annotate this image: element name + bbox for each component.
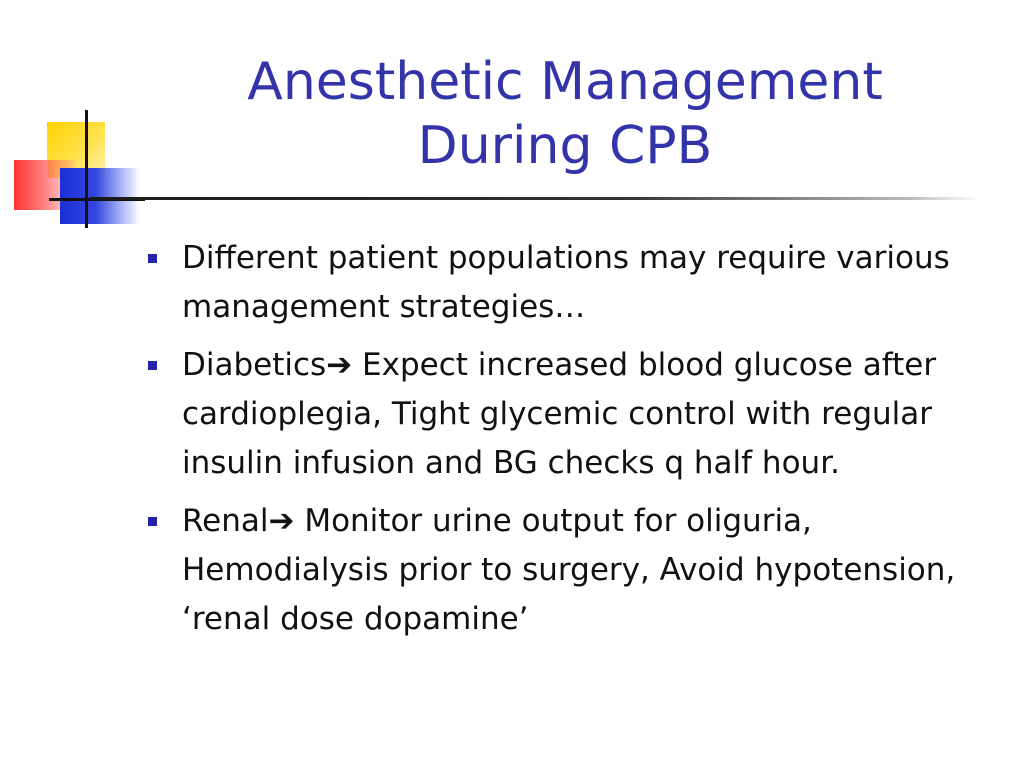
blue-square-decoration [60,168,140,224]
bullet-list [146,234,996,653]
bullet-item-renal [146,497,996,644]
bullet-lead: Renal [182,503,269,539]
bullet-text: Expect increased blood glucose after cardioplegia, Tight glycemic control with regular insulin infusion and BG checks q half hour. [182,347,937,481]
square-bullet-icon [148,254,157,263]
title-divider-line [90,197,980,200]
vertical-line-decoration [85,110,88,228]
title-line-2: During CPB [417,116,713,176]
decorative-corner-logo [0,0,160,240]
right-arrow-icon: ➔ [326,347,353,383]
right-arrow-icon: ➔ [268,503,295,539]
title-line-1: Anesthetic Management [247,52,883,112]
square-bullet-icon [148,361,157,370]
bullet-lead: Diabetics [182,347,327,383]
bullet-text: Monitor urine output for oliguria, Hemodialysis prior to surgery, Avoid hypotension, ‘renal dose dopamine’ [182,503,956,637]
bullet-item-diabetics [146,341,996,488]
bullet-item-populations [146,234,996,332]
bullet-text: Different patient populations may require various management strategies… [182,240,950,325]
slide-title [160,50,970,178]
square-bullet-icon [148,517,157,526]
